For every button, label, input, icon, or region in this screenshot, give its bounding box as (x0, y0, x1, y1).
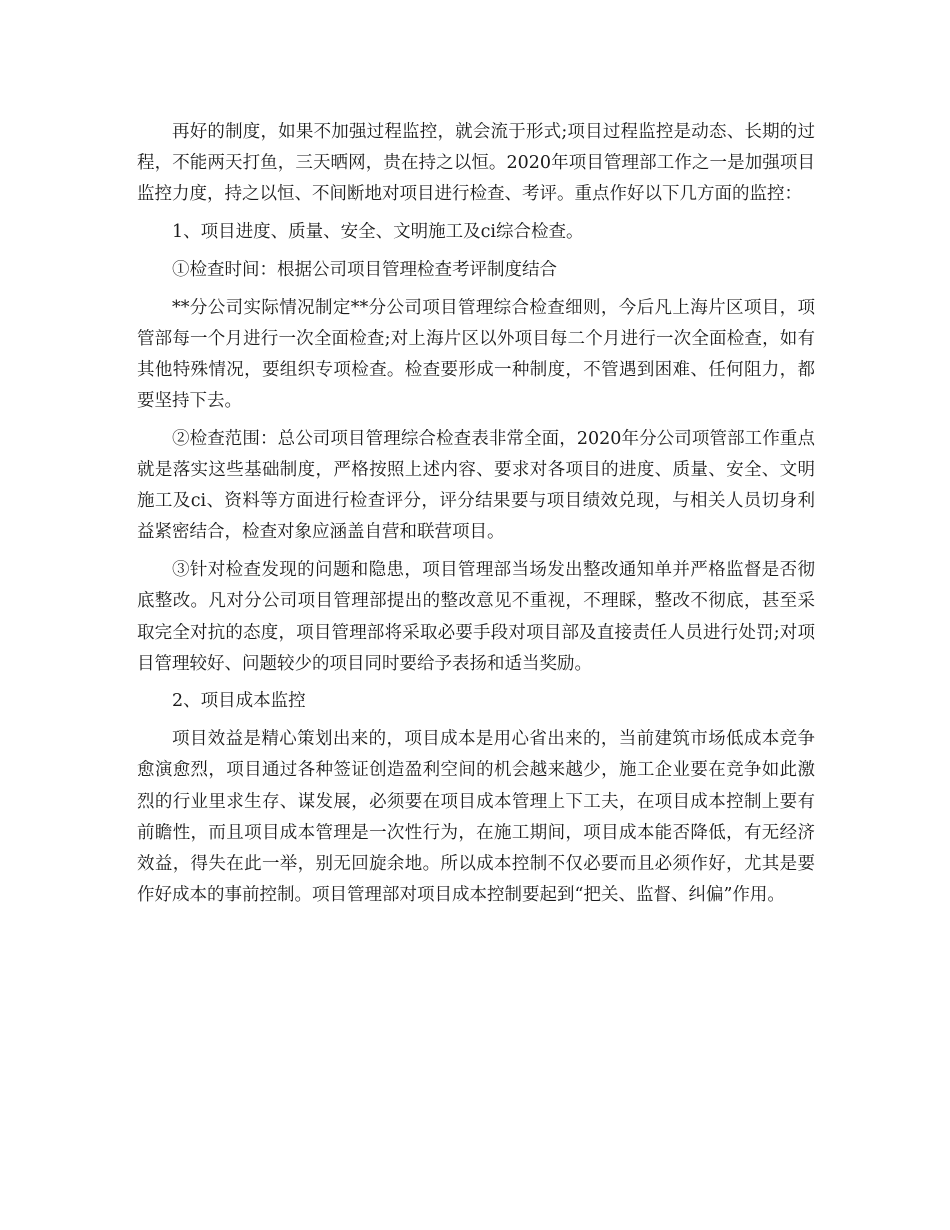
paragraph-inspection-scope: ②检查范围：总公司项目管理综合检查表非常全面，2020年分公司项管部工作重点就是落实这些基础制度，严格按照上述内容、要求对各项目的进度、质量、安全、文明施工及ci、资料等方面进行检查评分，评分结果要与项目绩效兑现，与相关人员切身利益紧密结合，检查对象应涵盖自营和联营项目。 (137, 428, 815, 543)
paragraph-intro: 再好的制度，如果不加强过程监控，就会流于形式;项目过程监控是动态、长期的过程，不能两天打鱼，三天晒网，贵在持之以恒。2020年项目管理部工作之一是加强项目监控力度，持之以恒、不间断地对项目进行检查、考评。重点作好以下几方面的监控： (137, 122, 815, 205)
paragraph-rectification: ③针对检查发现的问题和隐患，项目管理部当场发出整改通知单并严格监督是否彻底整改。凡对分公司项目管理部提出的整改意见不重视，不理睬，整改不彻底，甚至采取完全对抗的态度，项目管理部将采取必要手段对项目部及直接责任人员进行处罚;对项目管理较好、问题较少的项目同时要给予表扬和适当奖励。 (137, 560, 815, 674)
paragraph-inspection-rules: **分公司实际情况制定**分公司项目管理综合检查细则，今后凡上海片区项目，项管部每一个月进行一次全面检查;对上海片区以外项目每二个月进行一次全面检查，如有其他特殊情况，要组织专项检查。检查要形成一种制度，不管遇到困难、任何阻力，都要坚持下去。 (137, 297, 815, 412)
heading-cost-monitoring: 2、项目成本监控 (172, 691, 306, 712)
paragraph-cost-control: 项目效益是精心策划出来的，项目成本是用心省出来的，当前建筑市场低成本竞争愈演愈烈，项目通过各种签证创造盈利空间的机会越来越少，施工企业要在竞争如此激烈的行业里求生存、谋发展，必须要在项目成本管理上下工夫，在项目成本控制上要有前瞻性，而且项目成本管理是一次性行为，在施工期间，项目成本能否降低，有无经济效益，得失在此一举，别无回旋余地。所以成本控制不仅必要而且必须作好，尤其是要作好成本的事前控制。项目管理部对项目成本控制要起到“把关、监督、纠偏”作用。 (137, 729, 815, 906)
heading-comprehensive-inspection: 1、项目进度、质量、安全、文明施工及ci综合检查。 (172, 222, 584, 243)
paragraph-inspection-time: ①检查时间：根据公司项目管理检查考评制度结合 (172, 259, 557, 280)
